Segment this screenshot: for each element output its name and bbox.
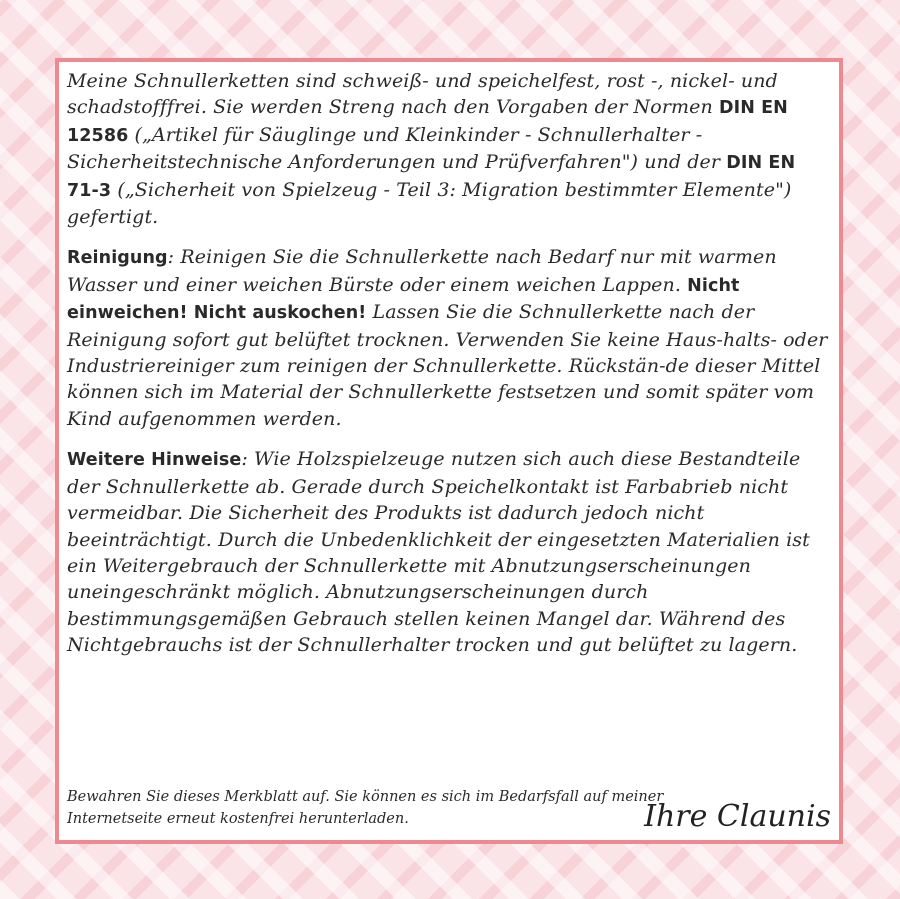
- intro-text-2: („Artikel für Säuglinge und Kleinkinder - Schnullerhalter - Sicherheitstechnische Anforderungen und Prüfverfahren") und der: [67, 123, 727, 174]
- norm-din-en-71-3: DIN EN 71-3: [67, 153, 796, 201]
- info-card: [55, 58, 843, 844]
- signature: Ihre Claunis: [644, 799, 831, 834]
- notes-text: : Wie Holzspielzeuge nutzen sich auch diese Bestandteile der Schnullerkette ab. Gerade durch Speichelkontakt ist Farbabrieb nicht vermeidbar. Die Sicherheit des Produkts ist dadurch jedoch nicht beeinträchtigt. Durch die Unbedenklichkeit der eingesetzten Materialien ist ein Weitergebrauch der Schnullerkette mit Abnutzungserscheinungen uneingeschränkt möglich. Abnutzungserscheinungen durch bestimmungsgemäßen Gebrauch stellen keinen Mangel dar. Während des Nichtgebrauchs ist der Schnullerhalter trocken und gut belüftet zu lagern.: [67, 448, 810, 657]
- cleaning-text-1: : Reinigen Sie die Schnullerkette nach Bedarf nur mit warmen Wasser und einer weichen Bürste oder einem weichen Lappen.: [67, 246, 777, 296]
- footer: [67, 786, 833, 836]
- norm-din-en-12586: DIN EN 12586: [67, 98, 788, 146]
- intro-text-1: Meine Schnullerketten sind schweiß- und speichelfest, rost -, nickel- und schadstofffrei. Sie werden Streng nach den Vorgaben der Normen: [67, 70, 778, 119]
- keep-sheet-note: Bewahren Sie dieses Merkblatt auf. Sie können es sich im Bedarfsfall auf meiner Internetseite erneut kostenfrei herunterladen.: [67, 789, 664, 827]
- intro-text-3: („Sicherheit von Spielzeug - Teil 3: Migration bestimmter Elemente") gefertigt.: [67, 178, 792, 229]
- notes-paragraph: [67, 446, 833, 658]
- cleaning-warning: Nicht einweichen! Nicht auskochen!: [67, 275, 740, 324]
- intro-paragraph: [67, 68, 833, 230]
- cleaning-paragraph: [67, 244, 833, 432]
- cleaning-text-2: Lassen Sie die Schnullerkette nach der Reinigung sofort gut belüftet trocknen. Verwenden Sie keine Haus-halts- oder Industriereiniger zum reinigen der Schnullerkette. Rückstän-de dieser Mittel können sich im Material der Schnullerkette festsetzen und somit später vom Kind aufgenommen werden.: [67, 301, 828, 430]
- notes-heading: Weitere Hinweise: [67, 450, 242, 471]
- cleaning-heading: Reinigung: [67, 248, 168, 269]
